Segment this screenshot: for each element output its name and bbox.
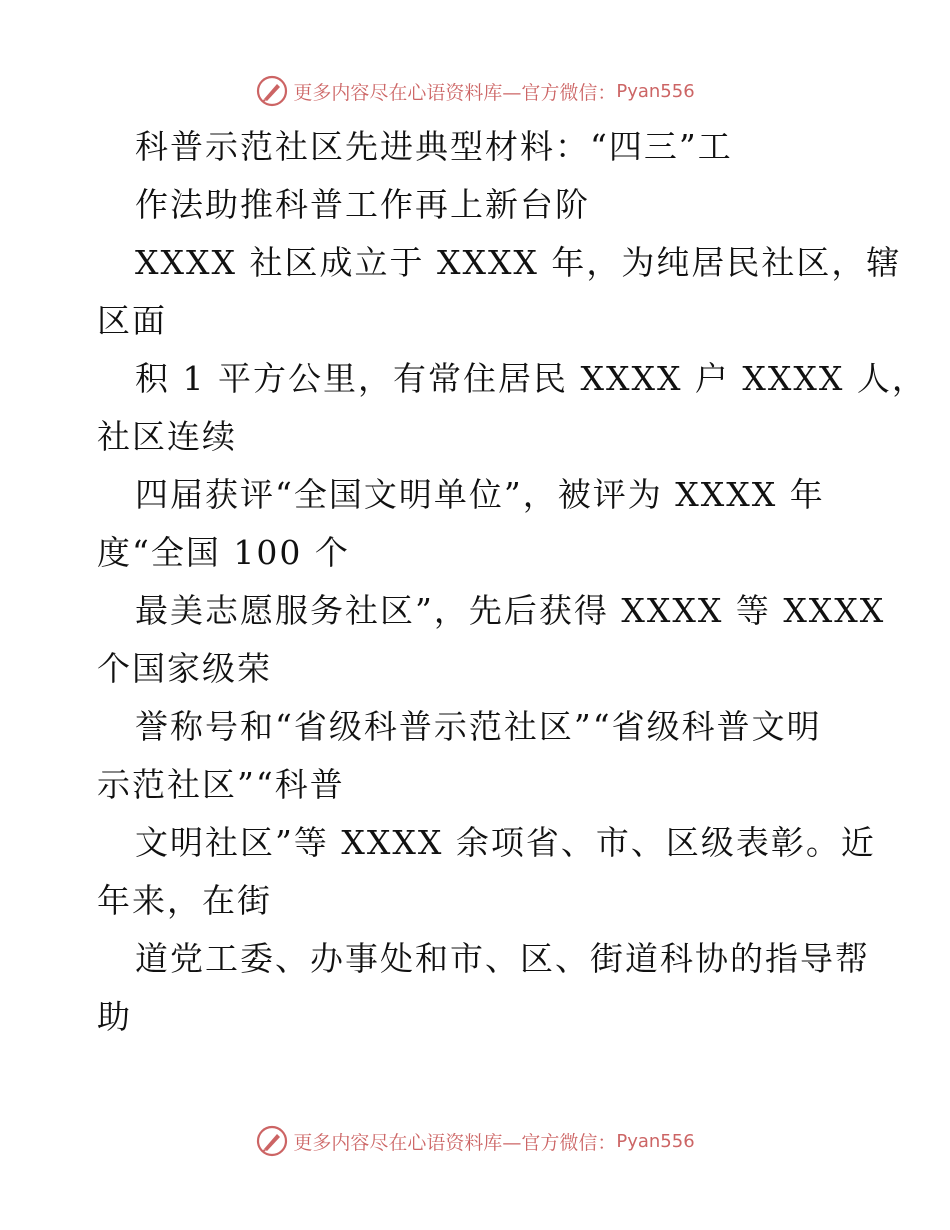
text-line: 作法助推科普工作再上新台阶	[135, 185, 590, 224]
text-line: 示范社区”“科普	[97, 765, 345, 804]
text-line: 区面	[97, 301, 167, 340]
text-line: 文明社区”等 XXXX 余项省、市、区级表彰。近	[135, 823, 876, 862]
watermark-wechat-id: Pyan556	[616, 80, 695, 102]
document-body	[97, 118, 927, 1046]
text-line: XXXX 社区成立于 XXXX 年，为纯居民社区，辖	[135, 243, 902, 282]
text-line: 最美志愿服务社区”，先后获得 XXXX 等 XXXX	[135, 591, 886, 630]
text-line: 社区连续	[97, 417, 237, 456]
text-line: 积 1 平方公里，有常住居民 XXXX 户 XXXX 人，	[135, 359, 927, 398]
footer-watermark	[0, 1124, 950, 1158]
text-line: 年来，在街	[97, 881, 272, 920]
text-line: 道党工委、办事处和市、区、街道科协的指导帮	[135, 939, 870, 978]
text-line: 科普示范社区先进典型材料：“四三”工	[135, 127, 733, 166]
watermark-text: 更多内容尽在心语资料库—官方微信：	[293, 1131, 617, 1154]
text-line: 誉称号和“省级科普示范社区”“省级科普文明	[135, 707, 822, 746]
text-line: 四届获评“全国文明单位”，被评为 XXXX 年	[135, 475, 825, 514]
pen-logo-icon	[255, 74, 289, 108]
watermark-text: 更多内容尽在心语资料库—官方微信：	[293, 81, 617, 104]
text-line: 度“全国 100 个	[97, 533, 350, 572]
header-watermark	[0, 74, 950, 108]
text-line: 助	[97, 997, 132, 1036]
text-line: 个国家级荣	[97, 649, 272, 688]
pen-logo-icon	[255, 1124, 289, 1158]
watermark-wechat-id: Pyan556	[616, 1130, 695, 1152]
